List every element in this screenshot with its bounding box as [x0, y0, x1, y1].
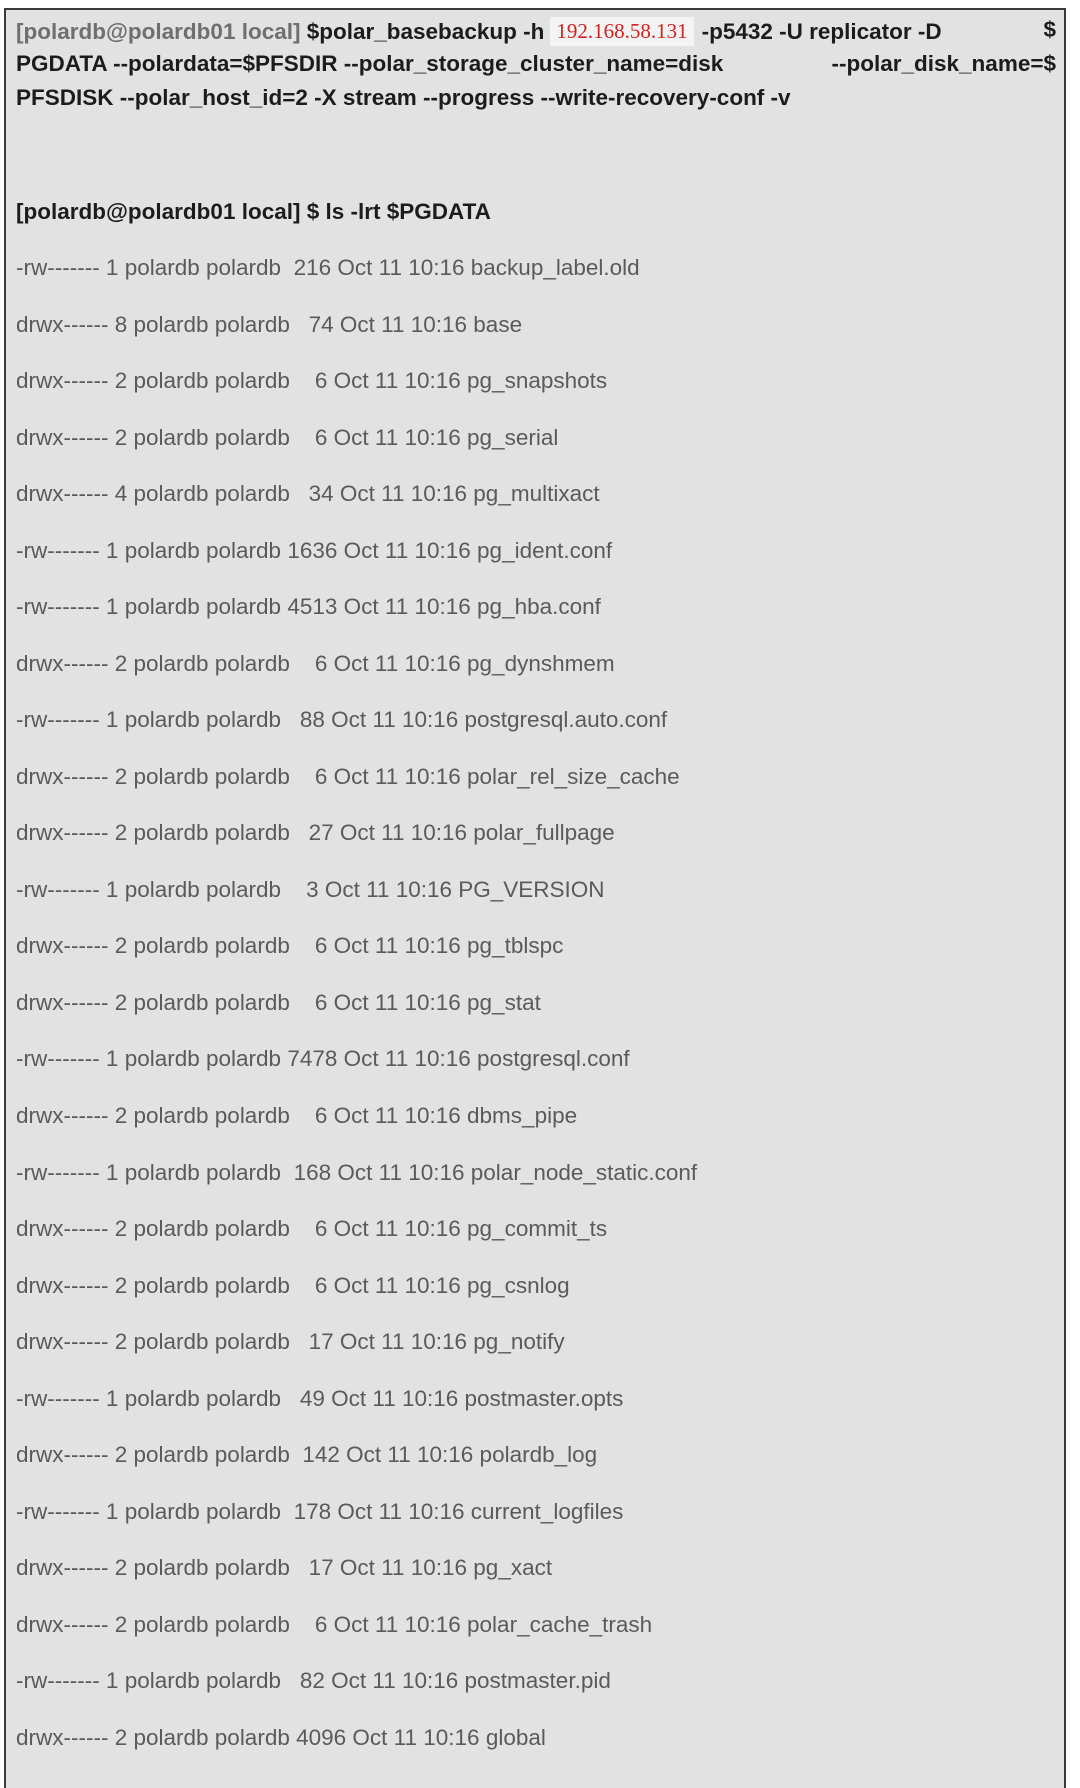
listing-row: drwx------ 2 polardb polardb 27 Oct 11 10:16 polar_fullpage — [16, 820, 615, 846]
listing-row: -rw------- 1 polardb polardb 49 Oct 11 10:16 postmaster.opts — [16, 1385, 624, 1411]
listing-row: drwx------ 2 polardb polardb 17 Oct 11 10:16 pg_notify — [16, 1329, 565, 1355]
ls-command: [polardb@polardb01 local] $ ls -lrt $PGDATA — [16, 199, 491, 224]
ls-command-line — [16, 199, 1056, 225]
command-continuation: $ — [1043, 17, 1056, 42]
listing-row: -rw------- 1 polardb polardb 88 Oct 11 10:16 postgresql.auto.conf — [16, 707, 668, 733]
listing-row: -rw------- 1 polardb polardb 216 Oct 11 10:16 backup_label.old — [16, 255, 640, 280]
command-line-3 — [16, 85, 1056, 111]
listing-row: drwx------ 8 polardb polardb 74 Oct 11 10:16 base — [16, 311, 523, 337]
command-args-line-2-end: --polar_disk_name=$ — [831, 51, 1056, 76]
listing-row: -rw------- 1 polardb polardb 82 Oct 11 10:16 postmaster.pid — [16, 1668, 611, 1694]
shell-prompt: [polardb@polardb01 local] — [16, 19, 301, 44]
listing-row: drwx------ 2 polardb polardb 6 Oct 11 10:16 pg_serial — [16, 424, 559, 450]
command-line-1 — [16, 17, 1056, 46]
listing-row: drwx------ 2 polardb polardb 6 Oct 11 10:16 pg_tblspc — [16, 933, 564, 959]
listing-row: -rw------- 1 polardb polardb 4513 Oct 11 10:16 pg_hba.conf — [16, 594, 601, 620]
command-args-line-3: PFSDISK --polar_host_id=2 -X stream --progress --write-recovery-conf -v — [16, 85, 791, 110]
listing-row: drwx------ 2 polardb polardb 4096 Oct 11 10:16 global — [16, 1724, 546, 1750]
command-args-line-2: PGDATA --polardata=$PFSDIR --polar_storage_cluster_name=disk — [16, 51, 724, 76]
listing-row: drwx------ 2 polardb polardb 6 Oct 11 10:16 pg_snapshots — [16, 368, 608, 394]
command-args: -p5432 -U replicator -D — [701, 19, 942, 44]
terminal-output — [4, 8, 1066, 1788]
listing-row: drwx------ 2 polardb polardb 6 Oct 11 10:16 polar_rel_size_cache — [16, 763, 680, 789]
listing-row: drwx------ 2 polardb polardb 6 Oct 11 10:16 pg_dynshmem — [16, 650, 615, 676]
basebackup-command: $polar_basebackup -h — [300, 19, 545, 44]
listing-row: drwx------ 2 polardb polardb 17 Oct 11 10:16 pg_xact — [16, 1555, 553, 1581]
listing-row: drwx------ 2 polardb polardb 6 Oct 11 10:16 dbms_pipe — [16, 1102, 578, 1128]
listing-row: -rw------- 1 polardb polardb 7478 Oct 11 10:16 postgresql.conf — [16, 1046, 630, 1072]
listing-row: drwx------ 2 polardb polardb 6 Oct 11 10:16 polar_cache_trash — [16, 1611, 653, 1637]
listing-row: -rw------- 1 polardb polardb 178 Oct 11 10:16 current_logfiles — [16, 1498, 624, 1524]
listing-row: drwx------ 2 polardb polardb 6 Oct 11 10:16 pg_stat — [16, 989, 541, 1015]
listing-row: drwx------ 2 polardb polardb 6 Oct 11 10:16 pg_commit_ts — [16, 1216, 608, 1242]
listing-row: -rw------- 1 polardb polardb 168 Oct 11 10:16 polar_node_static.conf — [16, 1159, 698, 1185]
listing-row: drwx------ 2 polardb polardb 6 Oct 11 10:16 pg_csnlog — [16, 1272, 570, 1298]
directory-listing — [16, 254, 697, 1780]
listing-row: drwx------ 4 polardb polardb 34 Oct 11 10:16 pg_multixact — [16, 481, 600, 507]
listing-row: drwx------ 2 polardb polardb 142 Oct 11 10:16 polardb_log — [16, 1442, 598, 1468]
host-ip-highlight: 192.168.58.131 — [550, 17, 693, 46]
command-line-2 — [16, 51, 1056, 77]
listing-row: -rw------- 1 polardb polardb 3 Oct 11 10:16 PG_VERSION — [16, 876, 605, 902]
listing-row: -rw------- 1 polardb polardb 1636 Oct 11 10:16 pg_ident.conf — [16, 537, 613, 563]
